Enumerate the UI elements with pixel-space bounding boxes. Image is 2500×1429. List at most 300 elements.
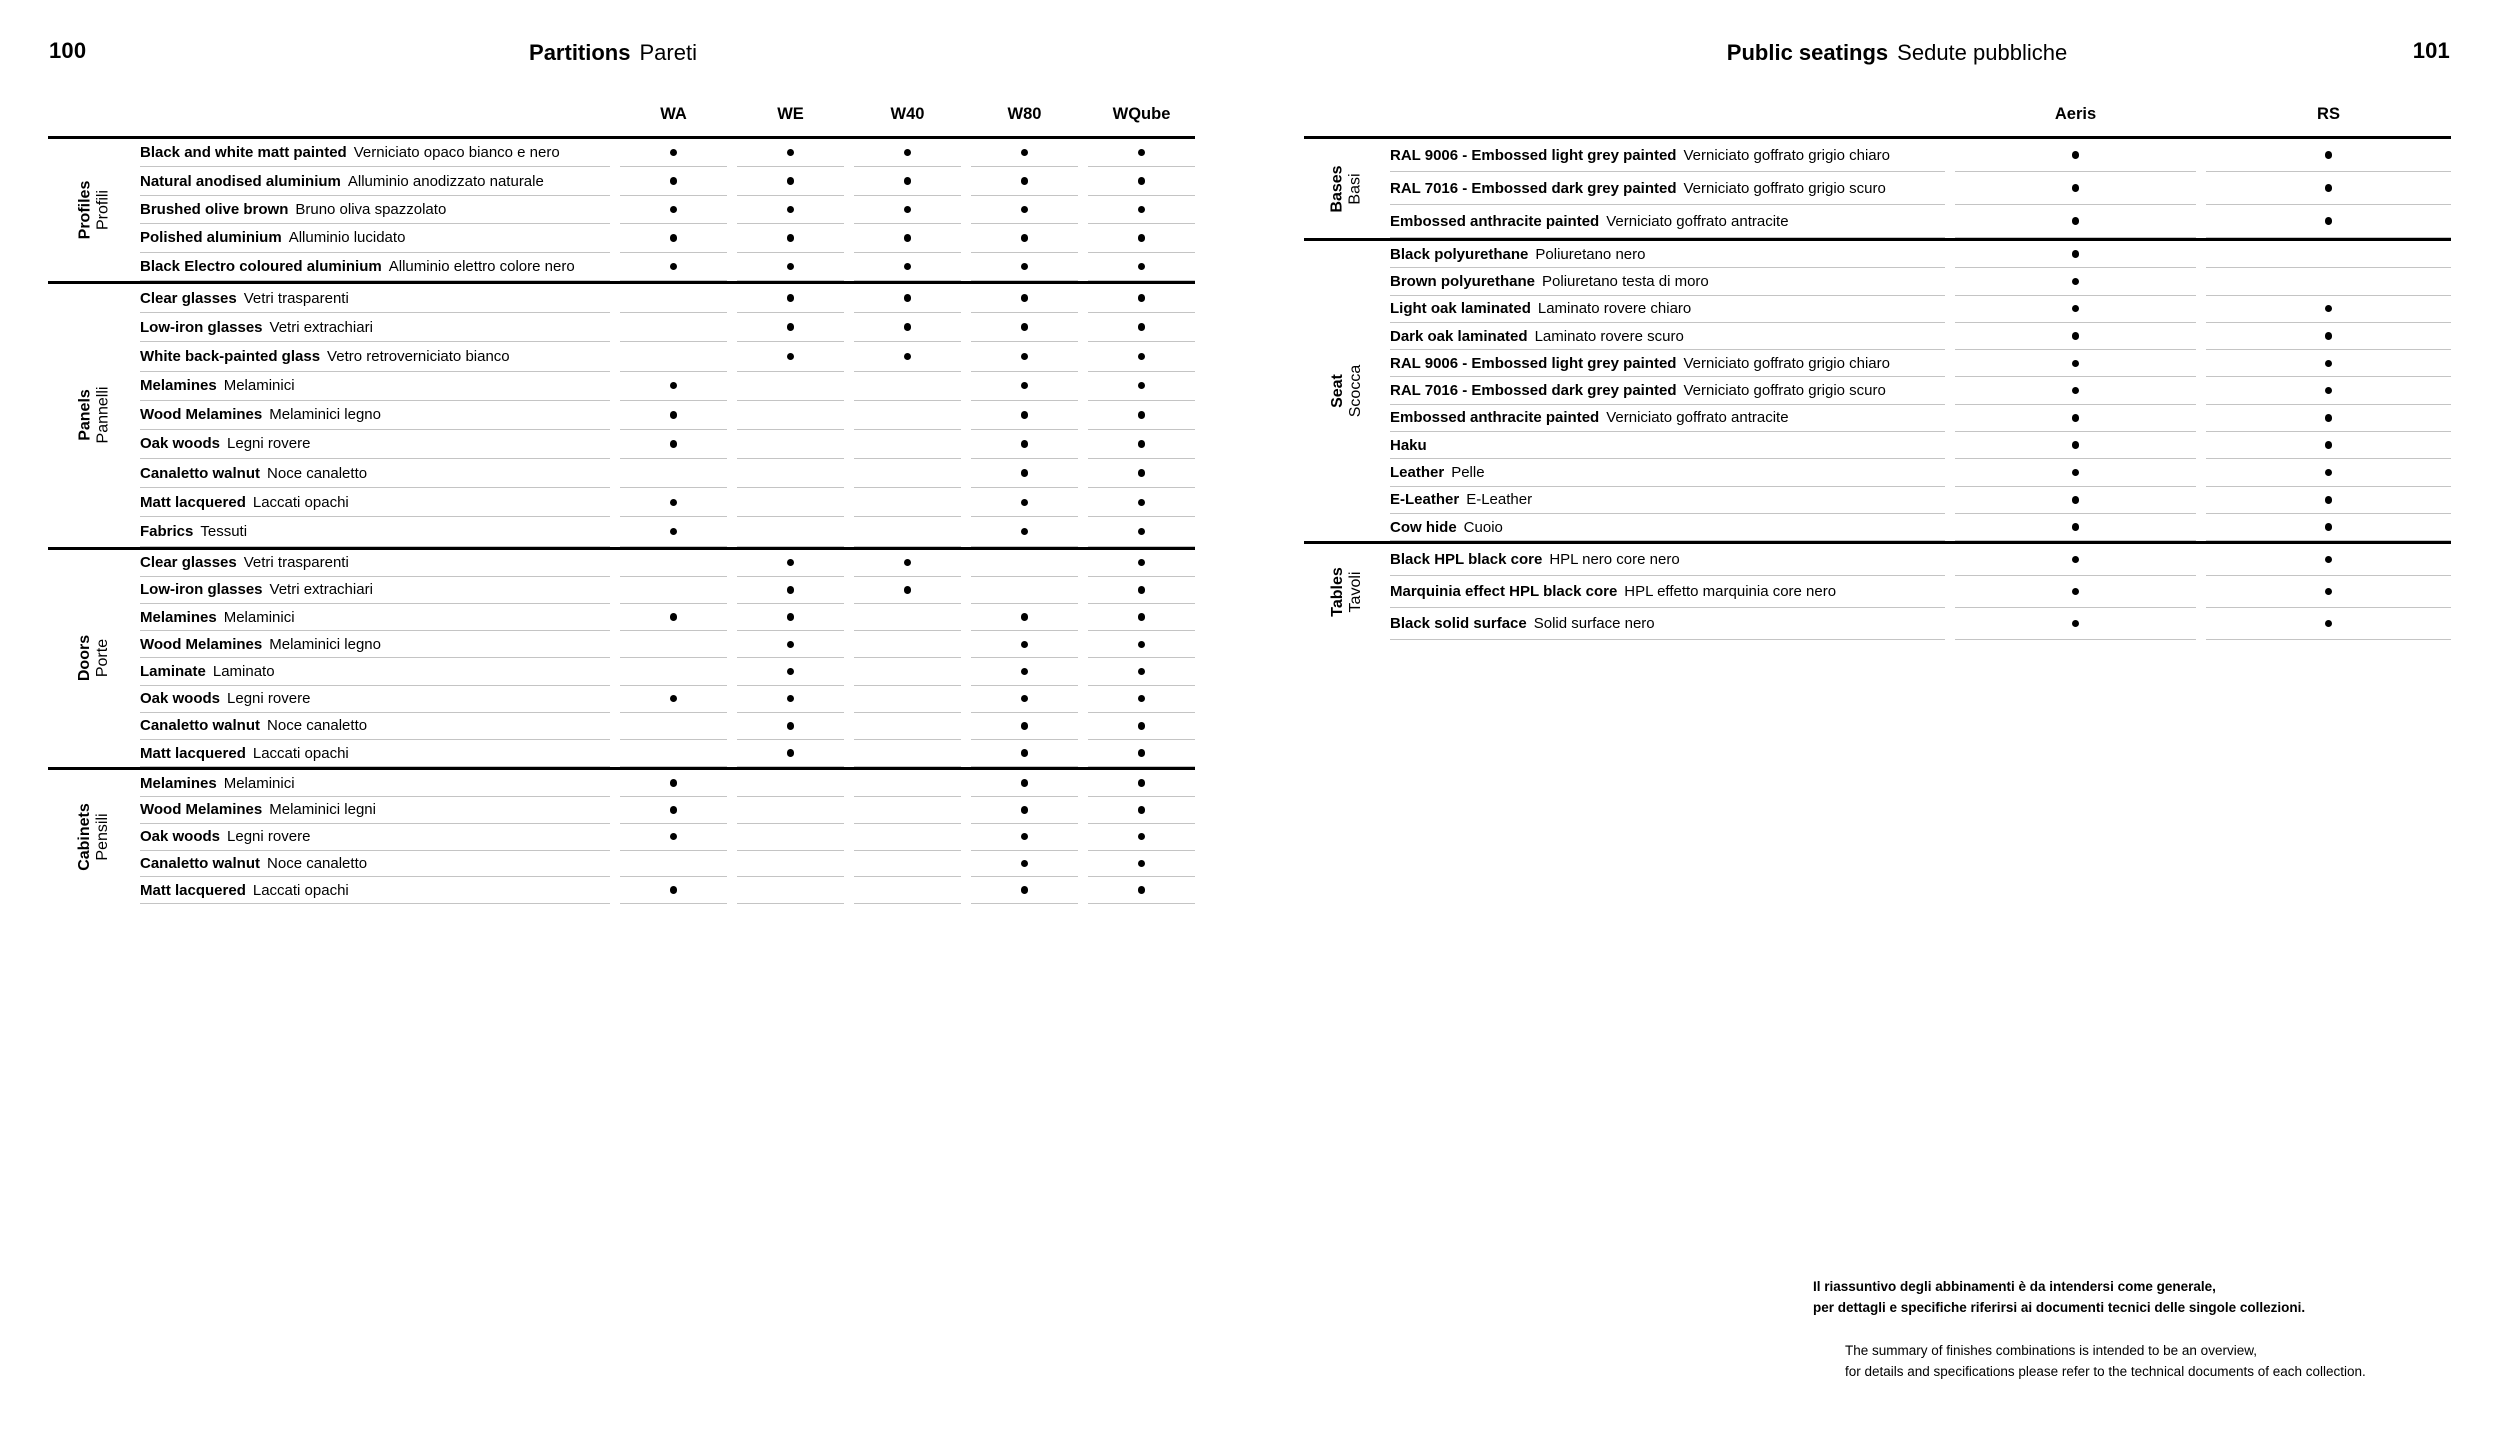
availability-cell: [1955, 350, 2196, 377]
availability-cell: [737, 430, 844, 459]
finish-name: [1390, 487, 1945, 514]
availability-cell: [620, 740, 727, 767]
finish-row: [140, 631, 1195, 658]
finish-name-en: RAL 9006 - Embossed light grey painted: [1390, 146, 1677, 164]
availability-cell: [1088, 604, 1195, 631]
availability-dot: [2072, 332, 2080, 340]
finish-name-en: Matt lacquered: [140, 493, 246, 511]
finish-name-it: Melaminici legni: [269, 801, 376, 819]
finish-name-it: Laccati opachi: [252, 493, 349, 511]
finish-name: [140, 631, 610, 658]
availability-cell: [1955, 268, 2196, 295]
availability-cell: [1955, 514, 2196, 541]
availability-cell: [1955, 241, 2196, 268]
finish-name: [140, 686, 610, 713]
group-label-seat: [1304, 241, 1390, 541]
group-rows: [140, 284, 1195, 547]
availability-cell: [1088, 196, 1195, 224]
finish-name-it: Vetri trasparenti: [243, 289, 349, 307]
availability-cell: [1955, 205, 2196, 238]
availability-cell: [854, 139, 961, 167]
availability-dot: [2072, 523, 2080, 531]
availability-cell: [854, 604, 961, 631]
availability-dot: [787, 559, 795, 567]
availability-dot: [1021, 749, 1029, 757]
availability-cell: [620, 550, 727, 577]
finish-name-en: Embossed anthracite painted: [1390, 409, 1600, 427]
page-title-partitions-it: Pareti: [639, 40, 697, 65]
availability-cell: [737, 577, 844, 604]
availability-dot: [670, 528, 678, 536]
finish-name: [140, 824, 610, 851]
finish-name-en: Clear glasses: [140, 289, 237, 307]
availability-cell: [854, 658, 961, 685]
availability-dot: [670, 382, 678, 390]
availability-cell: [1088, 139, 1195, 167]
finish-name: [1390, 405, 1945, 432]
finish-name-en: Marquinia effect HPL black core: [1390, 583, 1618, 601]
finish-row: [140, 488, 1195, 517]
availability-cell: [620, 577, 727, 604]
availability-dot: [670, 149, 678, 157]
finish-name-en: Black polyurethane: [1390, 245, 1529, 263]
availability-dot: [2325, 556, 2333, 564]
finish-row: [1390, 172, 2451, 205]
footnote-english-line-2: for details and specifications please refer to the technical documents of each collection.: [1845, 1364, 2366, 1379]
finish-name-it: Vetri trasparenti: [243, 554, 349, 572]
finish-row: [140, 577, 1195, 604]
availability-cell: [854, 851, 961, 878]
availability-dot: [787, 695, 795, 703]
availability-cell: [2206, 296, 2451, 323]
availability-cell: [1955, 405, 2196, 432]
finish-name: [140, 770, 610, 797]
availability-cell: [2206, 544, 2451, 576]
availability-dot: [1138, 469, 1146, 477]
availability-cell: [1088, 797, 1195, 824]
availability-dot: [787, 263, 795, 271]
availability-dot: [1021, 177, 1029, 185]
availability-dot: [2325, 620, 2333, 628]
finish-name-it: E-Leather: [1466, 491, 1533, 509]
availability-cell: [1955, 432, 2196, 459]
availability-cell: [737, 139, 844, 167]
availability-dot: [2325, 414, 2333, 422]
availability-dot: [670, 206, 678, 214]
finish-name-en: RAL 7016 - Embossed dark grey painted: [1390, 382, 1677, 400]
availability-dot: [1021, 695, 1029, 703]
availability-cell: [1088, 459, 1195, 488]
availability-cell: [620, 631, 727, 658]
finish-name-it: Laminato rovere scuro: [1534, 327, 1684, 345]
availability-cell: [971, 797, 1078, 824]
availability-cell: [737, 770, 844, 797]
availability-dot: [2072, 496, 2080, 504]
availability-dot: [2072, 217, 2080, 225]
finish-name-it: Vetro retroverniciato bianco: [327, 347, 510, 365]
finish-row: [140, 770, 1195, 797]
availability-dot: [1138, 177, 1146, 185]
availability-dot: [1138, 206, 1146, 214]
finish-name-en: Wood Melamines: [140, 406, 263, 424]
availability-dot: [1021, 234, 1029, 242]
availability-cell: [620, 253, 727, 281]
finish-name: [1390, 323, 1945, 350]
finish-name-it: Solid surface nero: [1533, 614, 1655, 632]
finish-name: [140, 253, 610, 281]
finish-row: [1390, 544, 2451, 576]
availability-dot: [2072, 151, 2080, 159]
availability-dot: [670, 263, 678, 271]
finish-row: [1390, 514, 2451, 541]
column-header-w40: W40: [890, 105, 925, 123]
availability-cell: [1088, 313, 1195, 342]
availability-cell: [1088, 488, 1195, 517]
finish-name-it: Legni rovere: [227, 828, 311, 846]
availability-cell: [1088, 713, 1195, 740]
availability-dot: [1138, 833, 1146, 841]
availability-dot: [670, 234, 678, 242]
availability-cell: [2206, 323, 2451, 350]
availability-dot: [1138, 499, 1146, 507]
finish-name-en: Melamines: [140, 377, 217, 395]
availability-dot: [1138, 641, 1146, 649]
availability-dot: [2072, 387, 2080, 395]
availability-dot: [787, 177, 795, 185]
availability-dot: [2325, 305, 2333, 313]
availability-cell: [1955, 377, 2196, 404]
availability-cell: [620, 372, 727, 401]
finish-row: [1390, 377, 2451, 404]
column-header-rs: RS: [2317, 105, 2340, 123]
group-label-text: [1329, 165, 1365, 212]
finish-name-en: Dark oak laminated: [1390, 327, 1528, 345]
finish-name: [140, 604, 610, 631]
column-header-wqube: WQube: [1112, 105, 1171, 123]
finish-name-en: Oak woods: [140, 690, 221, 708]
availability-cell: [854, 824, 961, 851]
availability-cell: [971, 658, 1078, 685]
availability-dot: [2325, 588, 2333, 596]
footnote-italian-line-2: per dettagli e specifiche riferirsi ai documenti tecnici delle singole collezioni.: [1813, 1300, 2306, 1315]
finish-name: [140, 877, 610, 904]
availability-cell: [620, 167, 727, 195]
finish-row: [140, 797, 1195, 824]
availability-cell: [737, 797, 844, 824]
finish-name-en: Canaletto walnut: [140, 464, 261, 482]
availability-dot: [904, 206, 912, 214]
finish-name: [140, 851, 610, 878]
availability-cell: [1955, 323, 2196, 350]
finish-name-it: Bruno oliva spazzolato: [295, 200, 447, 218]
availability-cell: [971, 253, 1078, 281]
availability-cell: [1955, 487, 2196, 514]
availability-cell: [854, 313, 961, 342]
finish-group-profiles: [48, 136, 1195, 281]
finish-name-it: Pelle: [1451, 464, 1485, 482]
finish-name-it: Laccati opachi: [252, 744, 349, 762]
availability-dot: [670, 440, 678, 448]
page-title-public-seatings: [1727, 40, 2067, 66]
availability-cell: [1088, 342, 1195, 371]
finish-name-it: HPL effetto marquinia core nero: [1624, 583, 1837, 601]
finish-name: [1390, 172, 1945, 205]
footnote-italian: [1813, 1276, 2305, 1318]
page-title-public-seatings-en: Public seatings: [1726, 40, 1889, 65]
finish-name: [140, 740, 610, 767]
availability-dot: [787, 206, 795, 214]
availability-dot: [2072, 414, 2080, 422]
availability-dot: [1138, 294, 1146, 302]
finish-name-it: Laccati opachi: [252, 881, 349, 899]
availability-dot: [2072, 588, 2080, 596]
finish-row: [140, 517, 1195, 546]
finish-name: [140, 713, 610, 740]
availability-dot: [1021, 528, 1029, 536]
group-rows: [140, 139, 1195, 281]
availability-cell: [971, 824, 1078, 851]
availability-cell: [971, 459, 1078, 488]
availability-cell: [1088, 851, 1195, 878]
availability-cell: [1088, 517, 1195, 546]
finish-name-it: Alluminio lucidato: [288, 229, 406, 247]
availability-dot: [1138, 323, 1146, 331]
finish-name-en: Brown polyurethane: [1390, 272, 1536, 290]
availability-cell: [620, 459, 727, 488]
availability-dot: [1138, 722, 1146, 730]
availability-cell: [854, 686, 961, 713]
availability-dot: [2325, 217, 2333, 225]
finish-name-it: Verniciato goffrato antracite: [1606, 212, 1789, 230]
availability-dot: [2072, 556, 2080, 564]
availability-cell: [737, 517, 844, 546]
availability-cell: [971, 167, 1078, 195]
public-seatings-finish-table: [1304, 105, 2451, 640]
finish-name: [1390, 608, 1945, 640]
availability-dot: [1138, 613, 1146, 621]
availability-dot: [2072, 620, 2080, 628]
availability-cell: [2206, 514, 2451, 541]
availability-cell: [737, 604, 844, 631]
availability-cell: [854, 550, 961, 577]
availability-dot: [1021, 294, 1029, 302]
availability-cell: [620, 401, 727, 430]
group-label-it: Tavoli: [1347, 571, 1364, 613]
availability-cell: [620, 284, 727, 313]
availability-dot: [670, 499, 678, 507]
availability-dot: [904, 263, 912, 271]
page-number-left: 100: [49, 38, 87, 63]
availability-dot: [787, 613, 795, 621]
finish-row: [140, 877, 1195, 904]
finish-name-it: Poliuretano nero: [1535, 245, 1646, 263]
group-label-bases: [1304, 139, 1390, 238]
finish-name: [140, 196, 610, 224]
finish-name: [1390, 241, 1945, 268]
availability-cell: [2206, 608, 2451, 640]
availability-cell: [854, 167, 961, 195]
finish-name: [1390, 432, 1945, 459]
finish-name-en: Melamines: [140, 774, 217, 792]
finish-row: [140, 342, 1195, 371]
finish-row: [1390, 432, 2451, 459]
availability-cell: [1088, 824, 1195, 851]
availability-cell: [854, 372, 961, 401]
availability-cell: [737, 459, 844, 488]
finish-row: [140, 139, 1195, 167]
finish-row: [140, 851, 1195, 878]
availability-dot: [904, 323, 912, 331]
finish-row: [140, 224, 1195, 252]
finish-name-en: Wood Melamines: [140, 635, 263, 653]
availability-cell: [737, 284, 844, 313]
finish-row: [140, 824, 1195, 851]
availability-cell: [620, 686, 727, 713]
availability-cell: [971, 401, 1078, 430]
group-label-tables: [1304, 544, 1390, 640]
availability-cell: [2206, 350, 2451, 377]
availability-dot: [1138, 806, 1146, 814]
availability-cell: [854, 430, 961, 459]
availability-dot: [2072, 305, 2080, 313]
availability-dot: [1138, 695, 1146, 703]
availability-cell: [737, 550, 844, 577]
group-label-en: Cabinets: [75, 803, 93, 871]
availability-dot: [670, 613, 678, 621]
availability-cell: [854, 224, 961, 252]
group-label-en: Panels: [76, 389, 93, 442]
finish-name-it: Poliuretano testa di moro: [1542, 272, 1709, 290]
finish-row: [1390, 139, 2451, 172]
group-label-en: Bases: [1329, 164, 1346, 213]
availability-cell: [620, 488, 727, 517]
availability-dot: [1138, 749, 1146, 757]
availability-dot: [1021, 440, 1029, 448]
finish-row: [140, 196, 1195, 224]
finish-name: [140, 577, 610, 604]
availability-dot: [1021, 641, 1029, 649]
finish-name-en: Matt lacquered: [140, 744, 246, 762]
availability-dot: [1021, 382, 1029, 390]
availability-dot: [2325, 184, 2333, 192]
availability-dot: [1138, 149, 1146, 157]
finish-name: [140, 167, 610, 195]
availability-dot: [1138, 353, 1146, 361]
availability-cell: [1955, 459, 2196, 486]
availability-dot: [1138, 440, 1146, 448]
finish-row: [140, 740, 1195, 767]
availability-cell: [971, 770, 1078, 797]
availability-dot: [2325, 387, 2333, 395]
availability-dot: [1021, 668, 1029, 676]
finish-name-it: Melaminici: [223, 377, 295, 395]
group-label-text: [1329, 365, 1365, 417]
availability-cell: [737, 372, 844, 401]
page-title-partitions-en: Partitions: [529, 40, 631, 65]
availability-cell: [2206, 241, 2451, 268]
availability-cell: [971, 372, 1078, 401]
availability-cell: [971, 139, 1078, 167]
finish-name-en: Canaletto walnut: [140, 717, 261, 735]
finish-row: [1390, 268, 2451, 295]
finish-name-it: Verniciato goffrato grigio scuro: [1683, 179, 1886, 197]
availability-cell: [620, 770, 727, 797]
availability-dot: [787, 323, 795, 331]
availability-dot: [2325, 523, 2333, 531]
availability-cell: [2206, 432, 2451, 459]
finish-name: [1390, 544, 1945, 576]
availability-dot: [1021, 263, 1029, 271]
partitions-finish-table: [48, 105, 1195, 904]
availability-cell: [620, 139, 727, 167]
availability-cell: [737, 824, 844, 851]
availability-cell: [737, 167, 844, 195]
availability-cell: [737, 313, 844, 342]
availability-cell: [2206, 459, 2451, 486]
availability-dot: [1021, 411, 1029, 419]
availability-cell: [1088, 167, 1195, 195]
finish-name-en: Light oak laminated: [1390, 300, 1531, 318]
finish-name-en: White back-painted glass: [140, 347, 321, 365]
availability-cell: [971, 284, 1078, 313]
group-rows: [1390, 139, 2451, 238]
availability-cell: [971, 577, 1078, 604]
availability-dot: [904, 149, 912, 157]
finish-name-it: HPL nero core nero: [1549, 551, 1680, 569]
availability-cell: [2206, 576, 2451, 608]
group-label-profiles: [48, 139, 140, 281]
availability-cell: [620, 877, 727, 904]
availability-cell: [2206, 377, 2451, 404]
finish-name-en: RAL 7016 - Embossed dark grey painted: [1390, 179, 1677, 197]
availability-dot: [1138, 779, 1146, 787]
finish-name-it: Laminato rovere chiaro: [1537, 300, 1692, 318]
availability-dot: [2072, 441, 2080, 449]
availability-cell: [854, 631, 961, 658]
availability-cell: [620, 713, 727, 740]
availability-cell: [1955, 544, 2196, 576]
finish-name-en: Embossed anthracite painted: [1390, 212, 1600, 230]
finish-name-it: Verniciato goffrato antracite: [1606, 409, 1789, 427]
availability-dot: [1021, 806, 1029, 814]
availability-cell: [620, 604, 727, 631]
availability-dot: [787, 641, 795, 649]
availability-cell: [854, 284, 961, 313]
finish-row: [1390, 241, 2451, 268]
finish-name-it: Noce canaletto: [267, 854, 368, 872]
finish-name-en: Natural anodised aluminium: [140, 172, 341, 190]
finish-name: [1390, 514, 1945, 541]
availability-dot: [787, 234, 795, 242]
finish-row: [140, 550, 1195, 577]
availability-dot: [1138, 886, 1146, 894]
availability-dot: [1021, 469, 1029, 477]
finish-name-it: Melaminici: [223, 774, 295, 792]
availability-dot: [670, 886, 678, 894]
availability-cell: [620, 658, 727, 685]
finish-group-cabinets: [48, 767, 1195, 904]
availability-cell: [854, 459, 961, 488]
finish-row: [1390, 323, 2451, 350]
finish-name-it: Vetri extrachiari: [269, 581, 373, 599]
availability-dot: [1021, 833, 1029, 841]
finish-group-panels: [48, 281, 1195, 547]
availability-cell: [2206, 205, 2451, 238]
availability-cell: [854, 196, 961, 224]
availability-cell: [1088, 401, 1195, 430]
group-label-en: Profiles: [76, 180, 93, 240]
finish-name-en: Melamines: [140, 608, 217, 626]
